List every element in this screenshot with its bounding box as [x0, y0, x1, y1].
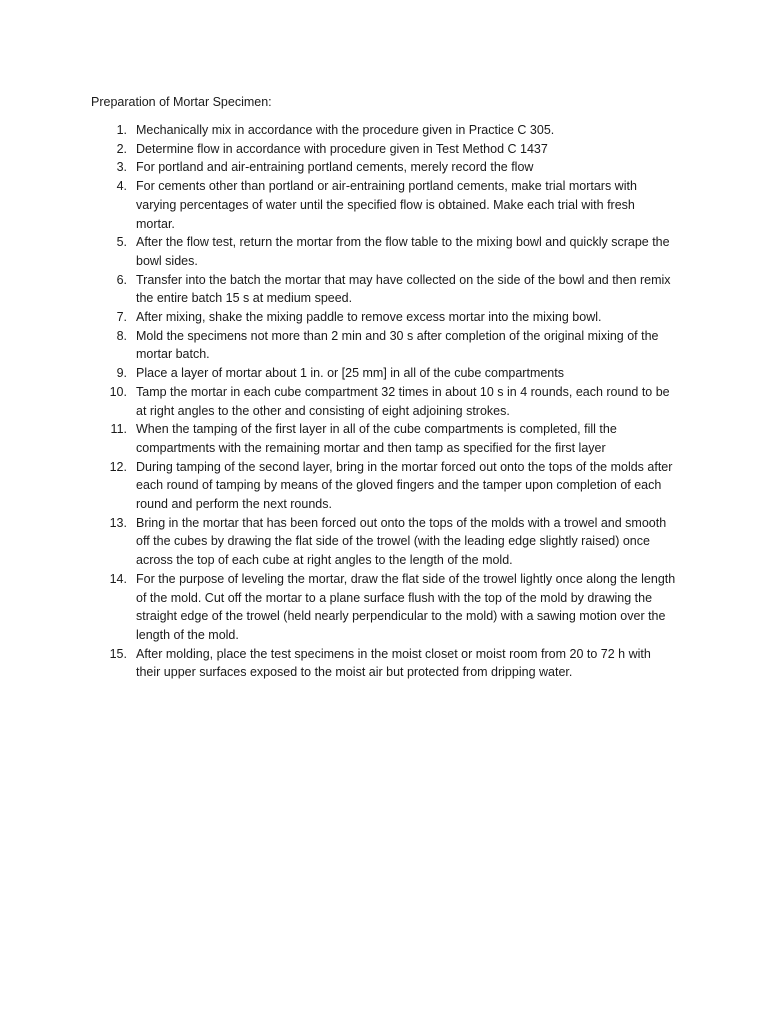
procedure-step	[0, 364, 676, 383]
procedure-step	[0, 514, 676, 570]
procedure-step	[0, 271, 676, 308]
step-text: After molding, place the test specimens in the moist closet or moist room from 20 to 72 h with their upper surfaces exposed to the moist air but protected from dripping water.	[136, 646, 651, 680]
step-number: 7.	[116, 310, 127, 325]
step-text: Place a layer of mortar about 1 in. or [25 mm] in all of the cube compartments	[136, 366, 564, 381]
step-number: 13.	[109, 515, 127, 530]
step-text: Tamp the mortar in each cube compartment 32 times in about 10 s in 4 rounds, each round to be at right angles to the other and consisting of eight adjoining strokes.	[136, 384, 670, 418]
procedure-step	[0, 570, 676, 645]
step-number: 9.	[116, 366, 127, 381]
step-text: Transfer into the batch the mortar that may have collected on the side of the bowl and then remix the entire batch 15 s at medium speed.	[136, 272, 671, 306]
step-text: When the tamping of the first layer in all of the cube compartments is completed, fill the compartments with the remaining mortar and then tamp as specified for the first layer	[136, 422, 617, 455]
step-text: Mold the specimens not more than 2 min and 30 s after completion of the original mixing of the mortar batch.	[136, 328, 659, 362]
step-text: During tamping of the second layer, bring in the mortar forced out onto the tops of the molds after each round of tamping by means of the gloved fingers and the tamper upon completion of each round and perform the next rounds.	[136, 459, 673, 512]
procedure-step	[0, 308, 676, 327]
step-text: After mixing, shake the mixing paddle to remove excess mortar into the mixing bowl.	[136, 310, 602, 325]
procedure-step	[0, 383, 676, 420]
step-text: For portland and air-entraining portland cements, merely record the flow	[136, 160, 534, 175]
procedure-step	[0, 121, 676, 140]
procedure-step	[0, 420, 676, 457]
procedure-step	[0, 327, 676, 364]
step-text: Mechanically mix in accordance with the procedure given in Practice C 305.	[136, 123, 555, 137]
step-number: 10.	[109, 384, 127, 399]
step-number: 5.	[116, 235, 127, 250]
step-number: 11.	[110, 422, 127, 437]
step-number: 6.	[116, 272, 127, 287]
procedure-step	[0, 233, 676, 270]
procedure-step	[0, 645, 676, 682]
procedure-steps-list	[0, 121, 768, 682]
procedure-step	[0, 158, 676, 177]
step-text: After the flow test, return the mortar from the flow table to the mixing bowl and quickly scrape the bowl sides.	[136, 235, 670, 268]
step-number: 3.	[116, 160, 127, 175]
procedure-step	[0, 458, 676, 514]
step-number: 8.	[116, 328, 127, 343]
step-text: For the purpose of leveling the mortar, draw the flat side of the trowel lightly once along the length of the mold. Cut off the mortar to a plane surface flush with the top of the mold by drawing the straight edge of the trowel (held nearly perpendicular to the mold) with a sawing motion over the length of the mold.	[136, 571, 676, 642]
step-number: 2.	[116, 141, 127, 156]
step-number: 15.	[109, 646, 127, 661]
document-title: Preparation of Mortar Specimen:	[91, 95, 272, 109]
step-number: 1.	[116, 123, 127, 137]
step-number: 14.	[109, 571, 127, 586]
step-text: Determine flow in accordance with procedure given in Test Method C 1437	[136, 141, 548, 156]
procedure-step	[0, 177, 676, 233]
step-number: 12.	[109, 459, 127, 474]
procedure-step	[0, 140, 676, 159]
step-number: 4.	[116, 179, 127, 194]
step-text: For cements other than portland or air-entraining portland cements, make trial mortars with varying percentages of water until the specified flow is obtained. Make each trial with fresh mortar.	[136, 179, 637, 231]
step-text: Bring in the mortar that has been forced out onto the tops of the molds with a trowel and smooth off the cubes by drawing the flat side of the trowel (with the leading edge slightly raised) once across the top of each cube at right angles to the length of the mold.	[136, 515, 667, 568]
